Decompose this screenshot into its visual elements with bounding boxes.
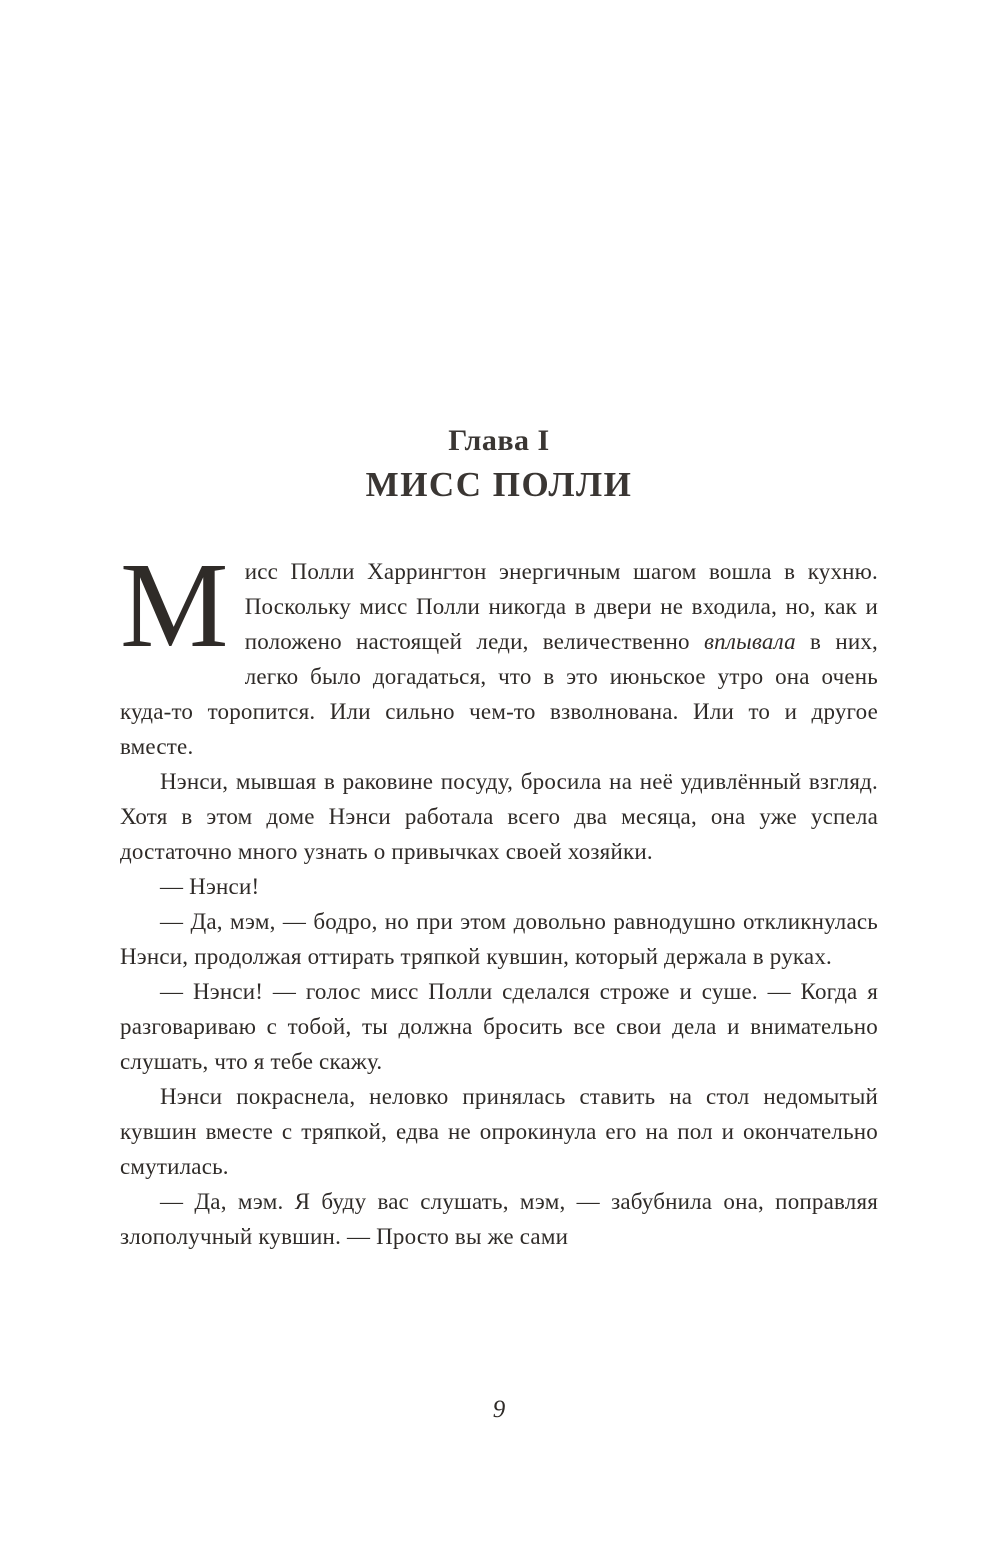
paragraph-dialogue: — Нэнси! — голос мисс Полли сделался строже и суше. — Когда я разговариваю с тобой, ты должна бросить все свои дела и внимательно слушать, что я тебе скажу.: [120, 979, 878, 1074]
paragraph-dialogue: — Да, мэм. Я буду вас слушать, мэм, — забубнила она, поправляя злополучный кувшин. — Просто вы же сами: [120, 1189, 878, 1249]
chapter-number: Глава I: [448, 424, 550, 457]
chapter-title: МИСС ПОЛЛИ: [365, 465, 633, 504]
page-body: [120, 538, 878, 1254]
paragraph: Нэнси покраснела, неловко принялась ставить на стол недомытый кувшин вместе с тряпкой, едва не опрокинула его на пол и окончательно смутилась.: [120, 1084, 878, 1179]
paragraph-dialogue: — Нэнси!: [160, 874, 260, 899]
paragraph: Нэнси, мывшая в раковине посуду, бросила на неё удивлённый взгляд. Хотя в этом доме Нэнси работала всего два месяца, она уже успела достаточно много узнать о привычках своей хозяйки.: [120, 769, 878, 864]
paragraph-text: в них, легко было догадаться, что в это июньское утро она очень куда-то торопится. Или сильно чем-то взволнована. Или то и другое вместе.: [120, 629, 878, 759]
paragraph-dialogue: — Да, мэм, — бодро, но при этом довольно равнодушно откликнулась Нэнси, продолжая оттирать тряпкой кувшин, который держала в руках.: [120, 909, 878, 969]
page-number: 9: [492, 1396, 506, 1423]
chapter-heading: [120, 424, 878, 504]
italic-word: вплывала: [703, 629, 796, 654]
drop-cap: М: [120, 538, 229, 673]
page-content: [120, 424, 878, 1254]
paragraph-first: [120, 538, 878, 764]
paragraph-text: исс Полли Харрингтон энергичным шагом вошла в кухню. Поскольку мисс Полли никогда в двери не входила, но, как и положено настоящей леди, величественно: [244, 559, 878, 654]
